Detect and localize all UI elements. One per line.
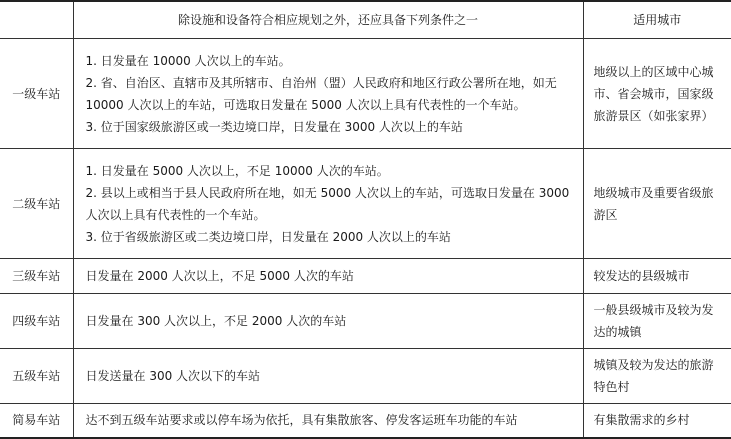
condition-line: 达不到五级车站要求或以停车场为依托，具有集散旅客、停发客运班车功能的车站 [85,413,518,428]
row-cities: 一般县级城市及较为发达的城镇 [583,293,731,348]
row-conditions [73,348,583,403]
row-conditions [73,149,583,259]
row-cities: 地级城市及重要省级旅游区 [583,149,731,259]
condition-line: 日发量在 300 人次以上，不足 2000 人次的车站 [85,313,347,328]
header-cities: 适用城市 [583,1,731,39]
condition-line: 3. 位于省级旅游区或二类边境口岸，日发量在 2000 人次以上的车站 [85,229,451,244]
table-row [0,259,731,294]
table-row [0,293,731,348]
condition-line: 日发送量在 300 人次以下的车站 [85,368,261,383]
condition-line: 1. 日发量在 10000 人次以上的车站。 [85,53,291,68]
row-conditions [73,293,583,348]
row-conditions [73,259,583,294]
condition-line: 2. 省、自治区、直辖市及其所辖市、自治州（盟）人民政府和地区行政公署所在地，如无 10000 人次以上的车站，可选取日发量在 5000 人次以上具有代表性的一个车站。 [85,75,557,112]
header-row [0,1,731,39]
row-conditions [73,403,583,438]
condition-line: 日发量在 2000 人次以上，不足 5000 人次的车站 [85,268,354,283]
header-level [0,1,73,39]
row-cities: 地级以上的区域中心城市、省会城市，国家级旅游景区（如张家界） [583,39,731,149]
condition-line: 3. 位于国家级旅游区或一类边境口岸，日发量在 3000 人次以上的车站 [85,119,463,134]
row-level: 四级车站 [0,293,73,348]
condition-line: 2. 县以上或相当于县人民政府所在地，如无 5000 人次以上的车站，可选取日发量在 3000 人次以上具有代表性的一个车站。 [85,185,570,222]
row-level: 五级车站 [0,348,73,403]
row-cities: 较发达的县级城市 [583,259,731,294]
table-row [0,149,731,259]
condition-line: 1. 日发量在 5000 人次以上，不足 10000 人次的车站。 [85,163,389,178]
row-level: 二级车站 [0,149,73,259]
table-row [0,348,731,403]
row-cities: 有集散需求的乡村 [583,403,731,438]
row-level: 三级车站 [0,259,73,294]
row-level: 简易车站 [0,403,73,438]
table-row [0,403,731,438]
row-conditions [73,39,583,149]
row-level: 一级车站 [0,39,73,149]
table-row [0,39,731,149]
row-cities: 城镇及较为发达的旅游特色村 [583,348,731,403]
header-conditions: 除设施和设备符合相应规划之外，还应具备下列条件之一 [73,1,583,39]
